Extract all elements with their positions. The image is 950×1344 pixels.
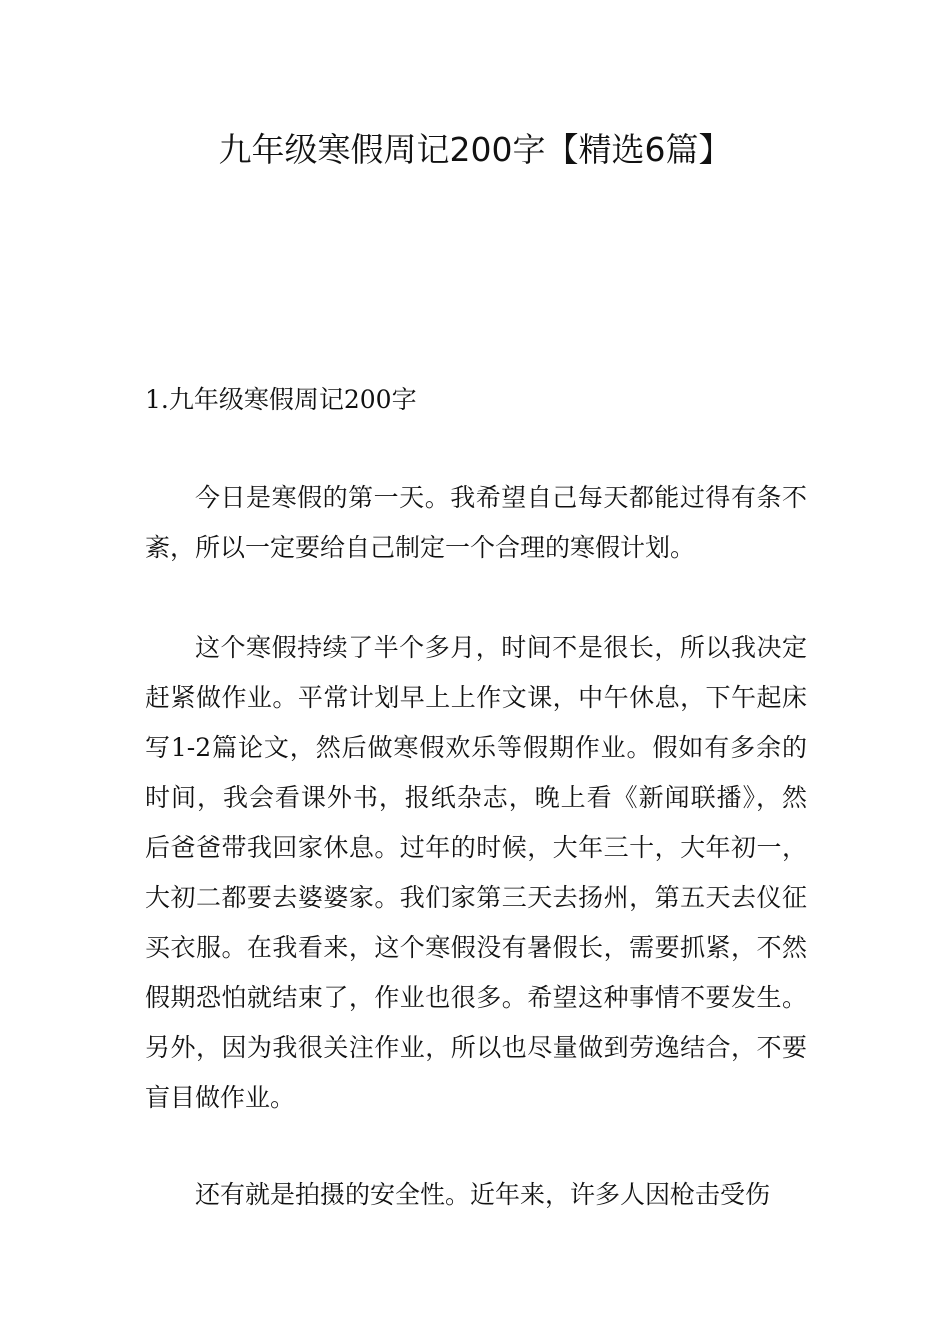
paragraph-1: 今日是寒假的第一天。我希望自己每天都能过得有条不紊，所以一定要给自己制定一个合理的寒假计划。	[145, 483, 807, 562]
paragraph-3: 还有就是拍摄的安全性。近年来，许多人因枪击受伤	[195, 1180, 771, 1209]
paragraph-2: 这个寒假持续了半个多月，时间不是很长，所以我决定赶紧做作业。平常计划早上上作文课，中午休息，下午起床写1-2篇论文，然后做寒假欢乐等假期作业。假如有多余的时间，我会看课外书，报纸杂志，晚上看《新闻联播》，然后爸爸带我回家休息。过年的时候，大年三十，大年初一，大初二都要去婆婆家。我们家第三天去扬州，第五天去仪征买衣服。在我看来，这个寒假没有暑假长，需要抓紧，不然假期恐怕就结束了，作业也很多。希望这种事情不要发生。另外，因为我很关注作业，所以也尽量做到劳逸结合，不要盲目做作业。	[145, 633, 807, 1112]
section-heading: 1.九年级寒假周记200字	[145, 385, 417, 414]
document-title: 九年级寒假周记200字【精选6篇】	[218, 130, 732, 169]
